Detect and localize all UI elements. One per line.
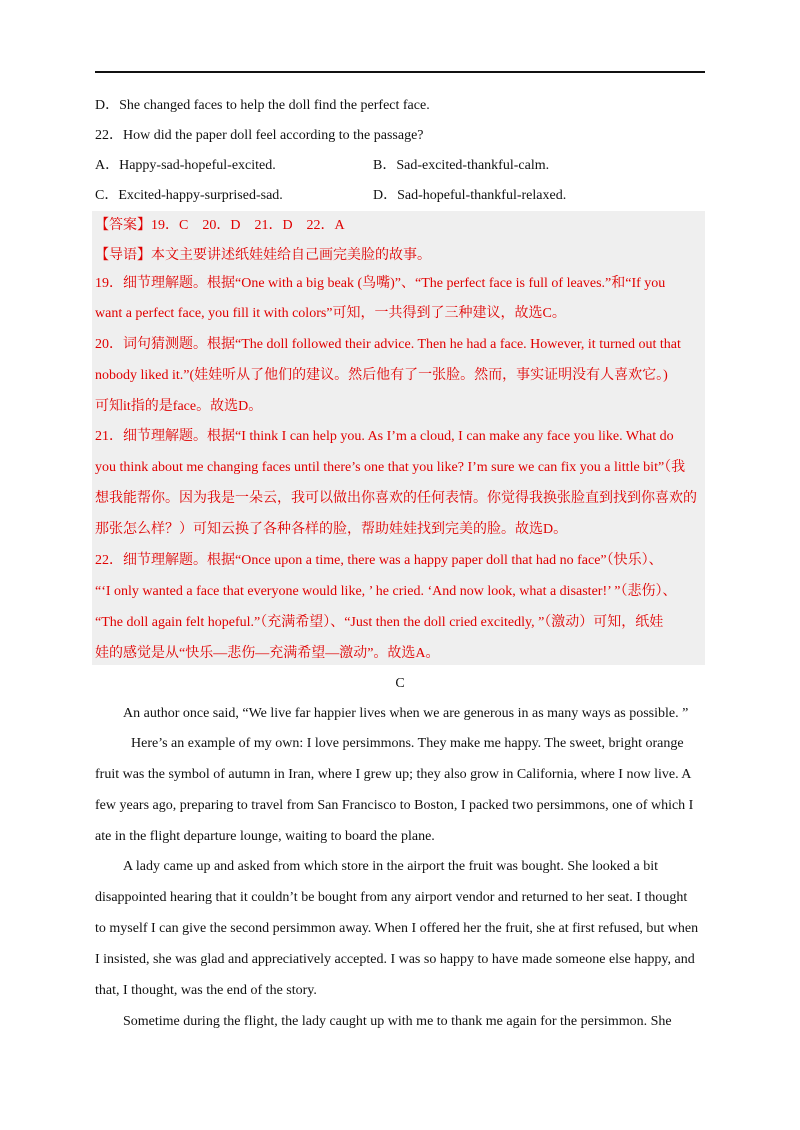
answer-line: “The doll again felt hopeful.”（充满希望）、“Just then the doll cried excitedly, ”（激动）可知，纸娃 xyxy=(95,615,664,630)
q22-option-a: A．Happy-sad-hopeful-excited. xyxy=(95,158,276,173)
passage-line: Here’s an example of my own: I love persimmons. They make me happy. The sweet, bright orange xyxy=(131,736,684,751)
passage-line: few years ago, preparing to travel from San Francisco to Boston, I packed two persimmons, one of which I xyxy=(95,798,694,813)
header-rule xyxy=(95,71,705,73)
answer-line: 娃的感觉是从“快乐—悲伤—充满希望—激动”。故选A。 xyxy=(95,646,440,661)
passage-line: that, I thought, was the end of the story. xyxy=(95,983,317,998)
q21-option-d: D．She changed faces to help the doll find the perfect face. xyxy=(95,98,430,113)
passage-line: A lady came up and asked from which store in the airport the fruit was bought. She looked a bit xyxy=(123,859,658,874)
passage-line: Sometime during the flight, the lady caught up with me to thank me again for the persimmon. She xyxy=(123,1014,672,1029)
passage-line: fruit was the symbol of autumn in Iran, where I grew up; they also grow in California, where I now live. A xyxy=(95,767,692,782)
answer-line: you think about me changing faces until there’s one that you like? I’m sure we can fix you a little bit”（我 xyxy=(95,460,686,475)
section-label: C xyxy=(395,676,405,691)
answer-intro: 【导语】本文主要讲述纸娃娃给自己画完美脸的故事。 xyxy=(95,248,431,263)
passage-line: to myself I can give the second persimmon away. When I offered her the fruit, she at first refused, but when xyxy=(95,921,699,936)
passage-line: An author once said, “We live far happier lives when we are generous in as many ways as possible. ” xyxy=(123,706,689,721)
answer-line: 那张怎么样？）可知云换了各种各样的脸，帮助娃娃找到完美的脸。故选D。 xyxy=(95,522,568,537)
passage-line: disappointed hearing that it couldn’t be bought from any airport vendor and returned to her seat. I thought xyxy=(95,890,688,905)
answer-line: 想我能帮你。因为我是一朵云，我可以做出你喜欢的任何表情。你觉得我换张脸直到找到你喜欢的 xyxy=(95,491,697,506)
q22-option-c: C．Excited-happy-surprised-sad. xyxy=(95,188,283,203)
answer-line: nobody liked it.”(娃娃听从了他们的建议。然后他有了一张脸。然而，事实证明没有人喜欢它。) xyxy=(95,368,668,383)
passage-line: ate in the flight departure lounge, waiting to board the plane. xyxy=(95,829,435,844)
q22-question: 22．How did the paper doll feel according to the passage? xyxy=(95,128,424,143)
q22-option-d: D．Sad-hopeful-thankful-relaxed. xyxy=(373,188,567,203)
q22-option-b: B．Sad-excited-thankful-calm. xyxy=(373,158,550,173)
answer-line: 22．细节理解题。根据“Once upon a time, there was a happy paper doll that had no face”（快乐）、 xyxy=(95,553,663,568)
answer-line: 21．细节理解题。根据“I think I can help you. As I’m a cloud, I can make any face you like. What do xyxy=(95,429,674,444)
answer-line: 19．细节理解题。根据“One with a big beak (鸟嘴)”、“The perfect face is full of leaves.”和“If you xyxy=(95,276,666,291)
answer-line: 可知it指的是face。故选D。 xyxy=(95,399,263,414)
answer-key: 【答案】19．C 20．D 21．D 22．A xyxy=(95,218,345,233)
passage-line: I insisted, she was glad and appreciatively accepted. I was so happy to have made someone else happy, and xyxy=(95,952,695,967)
answer-line: 20．词句猜测题。根据“The doll followed their advice. Then he had a face. However, it turned out that xyxy=(95,337,681,352)
answer-line: want a perfect face, you fill it with colors”可知，一共得到了三种建议，故选C。 xyxy=(95,306,566,321)
answer-line: “‘I only wanted a face that everyone would like, ’ he cried. ‘And now look, what a disaster!’ ”（悲伤）、 xyxy=(95,584,677,599)
